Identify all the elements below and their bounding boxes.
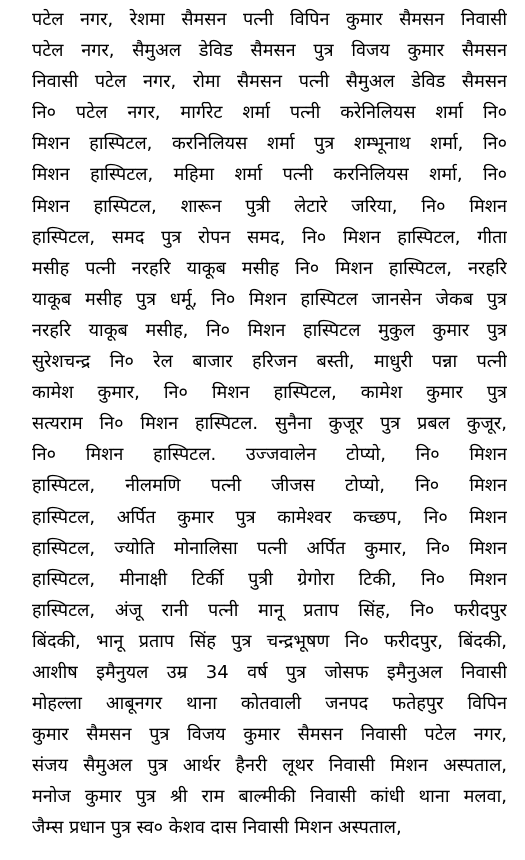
text-line-24: कुमार सैमसन पुत्र विजय कुमार सैमसन निवासी पटेल नगर,	[32, 724, 507, 746]
text-line-11: नरहरि याकूब मसीह, नि० मिशन हास्पिटल मुकुल कुमार पुत्र	[32, 319, 507, 341]
text-line-9: मसीह पत्नी नरहरि याकूब मसीह नि० मिशन हास्पिटल, नरहरि	[32, 257, 507, 279]
text-line-18: हास्पिटल, ज्योति मोनालिसा पत्नी अर्पित कुमार, नि० मिशन	[32, 537, 507, 559]
text-line-16: हास्पिटल, नीलमणि पत्नी जीजस टोप्यो, नि० मिशन	[32, 475, 507, 497]
text-line-2: पटेल नगर, सैमुअल डेविड सैमसन पुत्र विजय कुमार सैमसन	[32, 40, 507, 62]
text-line-5: मिशन हास्पिटल, करनिलियस शर्मा पुत्र शम्भूनाथ शर्मा, नि०	[32, 133, 507, 155]
text-line-6: मिशन हास्पिटल, महिमा शर्मा पत्नी करनिलियस शर्मा, नि०	[32, 164, 507, 186]
text-line-8: हास्पिटल, समद पुत्र रोपन समद, नि० मिशन हास्पिटल, गीता	[32, 226, 507, 248]
text-line-13: कामेश कुमार, नि० मिशन हास्पिटल, कामेश कुमार पुत्र	[32, 382, 507, 404]
text-line-10: याकूब मसीह पुत्र धर्मू, नि० मिशन हास्पिटल जानसेन जेकब पुत्र	[32, 288, 507, 310]
text-line-4: नि० पटेल नगर, मार्गरेट शर्मा पत्नी करेनिलियस शर्मा नि०	[32, 102, 507, 124]
text-line-12: सुरेशचन्द्र नि० रेल बाजार हरिजन बस्ती, माधुरी पन्ना पत्नी	[32, 351, 507, 373]
text-line-26: मनोज कुमार पुत्र श्री राम बाल्मीकी निवासी कांधी थाना मलवा,	[32, 786, 507, 808]
text-line-21: बिंदकी, भानू प्रताप सिंह पुत्र चन्द्रभूषण नि० फरीदपुर, बिंदकी,	[32, 630, 507, 652]
text-line-22: आशीष इमैनुयल उम्र 34 वर्ष पुत्र जोसफ इमैनुअल निवासी	[32, 661, 507, 683]
text-line-23: मोहल्ला आबूनगर थाना कोतवाली जनपद फतेहपुर विपिन	[32, 693, 507, 715]
text-line-17: हास्पिटल, अर्पित कुमार पुत्र कामेश्वर कच्छप, नि० मिशन	[32, 506, 507, 528]
text-line-25: संजय सैमुअल पुत्र आर्थर हैनरी लूथर निवासी मिशन अस्पताल,	[32, 755, 507, 777]
text-line-15: नि० मिशन हास्पिटल. उज्जवालेन टोप्यो, नि० मिशन	[32, 444, 507, 466]
text-line-3: निवासी पटेल नगर, रोमा सैमसन पत्नी सैमुअल डेविड सैमसन	[32, 71, 507, 93]
text-line-27: जैम्स प्रधान पुत्र स्व० केशव दास निवासी मिशन अस्पताल,	[32, 817, 402, 839]
text-line-1: पटेल नगर, रेशमा सैमसन पत्नी विपिन कुमार सैमसन निवासी	[32, 9, 507, 30]
text-line-7: मिशन हास्पिटल, शारून पुत्री लेटारे जरिया, नि० मिशन	[32, 195, 507, 217]
text-line-14: सत्यराम नि० मिशन हास्पिटल. सुनैना कुजूर पुत्र प्रबल कुजूर,	[32, 413, 507, 435]
text-line-20: हास्पिटल, अंजू रानी पत्नी मानू प्रताप सिंह, नि० फरीदपुर	[32, 599, 507, 621]
text-line-19: हास्पिटल, मीनाक्षी टिर्की पुत्री ग्रेगोरा टिकी, नि० मिशन	[32, 568, 507, 590]
